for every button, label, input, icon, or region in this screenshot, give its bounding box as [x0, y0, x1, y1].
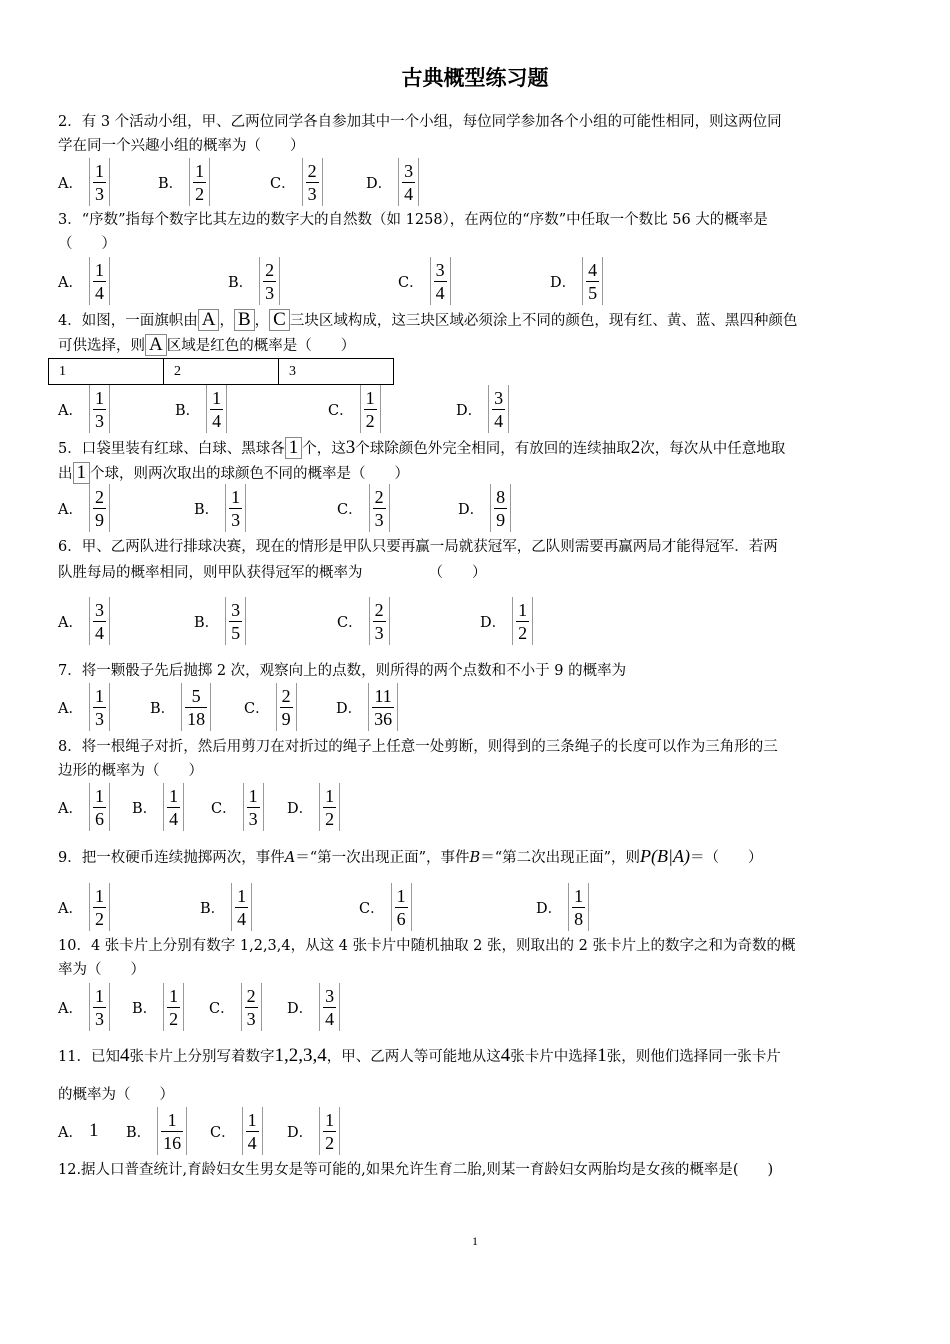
q9-option-b[interactable]: B． $\frac{1}{4}$ [200, 882, 252, 932]
q4-option-b[interactable]: B． $\frac{1}{4}$ [175, 384, 227, 434]
fraction: $\frac{2}{3}$ [241, 983, 262, 1031]
q11-option-a[interactable]: A． 1 [58, 1120, 99, 1141]
q5-text-line2: 出 1 个球，则两次取出的球颜色不同的概率是（ ） [58, 462, 409, 483]
region-c-label: C [269, 309, 290, 331]
fraction: $\frac{1}{8}$ [568, 883, 589, 931]
q4-option-d[interactable]: D． $\frac{3}{4}$ [456, 384, 509, 434]
fraction: $\frac{1}{4}$ [231, 883, 252, 931]
fraction: $\frac{1}{2}$ [512, 597, 533, 645]
fraction: $\frac{1}{3}$ [243, 783, 264, 831]
fraction: $\frac{1}{2}$ [189, 158, 210, 206]
q9-option-a[interactable]: A． $\frac{1}{2}$ [58, 882, 110, 932]
conditional-probability-expr: P(B|A) [640, 846, 690, 866]
fraction: $\frac{1}{2}$ [163, 983, 184, 1031]
region-b-label: B [234, 309, 255, 331]
q8-option-c[interactable]: C． $\frac{1}{3}$ [211, 782, 264, 832]
fraction: $\frac{1}{2}$ [89, 883, 110, 931]
q4-text-line2: 可供选择，则 A 区域是红色的概率是（ ） [58, 334, 356, 355]
q2-option-a[interactable]: A． $\frac{1}{3}$ [58, 157, 110, 207]
q8-option-d[interactable]: D． $\frac{1}{2}$ [287, 782, 340, 832]
q10-option-b[interactable]: B． $\frac{1}{2}$ [132, 982, 184, 1032]
fraction: $\frac{8}{9}$ [490, 484, 511, 532]
fraction: $\frac{3}{5}$ [225, 597, 246, 645]
fraction: $\frac{1}{4}$ [206, 385, 227, 433]
q3-text-line2: （ ） [58, 236, 116, 252]
q6-option-a[interactable]: A． $\frac{3}{4}$ [58, 596, 110, 646]
q12-text-line1: 12.据人口普查统计,育龄妇女生男女是等可能的,如果允许生育二胎,则某一育龄妇女两胎均是女孩的概率是( ) [58, 1162, 774, 1178]
fraction: $\frac{1}{4}$ [242, 1107, 263, 1155]
q9-text-line1: 9．把一枚硬币连续抛掷两次，事件A＝“第一次出现正面”，事件B＝“第二次出现正面”，则P(B|A)＝（ ） [58, 846, 763, 866]
flag-region-3: 3 [289, 364, 296, 379]
q6-option-b[interactable]: B． $\frac{3}{5}$ [194, 596, 246, 646]
q6-option-d[interactable]: D． $\frac{1}{2}$ [480, 596, 533, 646]
q8-text-line1: 8．将一根绳子对折，然后用剪刀在对折过的绳子上任意一处剪断，则得到的三条绳子的长度可以作为三角形的三 [58, 739, 778, 755]
q7-option-c[interactable]: C． $\frac{2}{9}$ [244, 682, 297, 732]
fraction: $\frac{1}{2}$ [319, 783, 340, 831]
q5-option-a[interactable]: A． $\frac{2}{9}$ [58, 483, 110, 533]
fraction: $\frac{4}{5}$ [582, 257, 603, 305]
q11-text-line1: 11．已知4张卡片上分别写着数字1,2,3,4，甲、乙两人等可能地从这4张卡片中选择1张，则他们选择同一张卡片 [58, 1045, 781, 1066]
fraction: $\frac{1}{4}$ [89, 257, 110, 305]
fraction: $\frac{1}{3}$ [89, 983, 110, 1031]
fraction: $\frac{2}{3}$ [369, 597, 390, 645]
q8-option-a[interactable]: A． $\frac{1}{6}$ [58, 782, 110, 832]
region-a-label: A [198, 309, 220, 331]
fraction: $\frac{1}{3}$ [89, 158, 110, 206]
q2-text-line1: 2．有 3 个活动小组，甲、乙两位同学各自参加其中一个小组，每位同学参加各个小组的可能性相同，则这两位同 [58, 114, 782, 130]
q11-option-b[interactable]: B． $\frac{1}{16}$ [126, 1106, 187, 1156]
region-a-label: A [145, 334, 167, 356]
q5-option-c[interactable]: C． $\frac{2}{3}$ [337, 483, 390, 533]
q11-text-line2: 的概率为（ ） [58, 1087, 174, 1103]
fraction: $\frac{2}{9}$ [276, 683, 297, 731]
fraction: $\frac{1}{4}$ [163, 783, 184, 831]
q6-text-line2: 队胜每局的概率相同，则甲队获得冠军的概率为 （ ） [58, 565, 487, 581]
q3-text-line1: 3．“序数”指每个数字比其左边的数字大的自然数（如 1258），在两位的“序数”中任取一个数比 56 大的概率是 [58, 212, 768, 228]
fraction: $\frac{1}{2}$ [319, 1107, 340, 1155]
q10-option-c[interactable]: C． $\frac{2}{3}$ [209, 982, 262, 1032]
q3-option-c[interactable]: C． $\frac{3}{4}$ [398, 256, 451, 306]
fraction: $\frac{2}{9}$ [89, 484, 110, 532]
q6-text-line1: 6．甲、乙两队进行排球决赛，现在的情形是甲队只要再赢一局就获冠军，乙队则需要再赢两局才能得冠军．若两 [58, 539, 778, 555]
fraction: $\frac{11}{36}$ [368, 683, 398, 731]
q7-text-line1: 7．将一颗骰子先后抛掷 2 次，观察向上的点数，则所得的两个点数和不小于 9 的概率为 [58, 663, 627, 679]
fraction: $\frac{2}{3}$ [259, 257, 280, 305]
q5-option-b[interactable]: B． $\frac{1}{3}$ [194, 483, 246, 533]
q9-option-c[interactable]: C． $\frac{1}{6}$ [359, 882, 412, 932]
flag-region-2: 2 [164, 359, 279, 384]
fraction: $\frac{1}{6}$ [89, 783, 110, 831]
page-number: 1 [472, 1234, 478, 1248]
fraction: $\frac{1}{16}$ [157, 1107, 187, 1155]
flag-diagram [48, 358, 394, 385]
q4-text-line1: 4．如图，一面旗帜由 A ， B ， C 三块区域构成，这三块区域必须涂上不同的颜色，现有红、黄、蓝、黑四种颜色 [58, 309, 798, 330]
fraction: $\frac{1}{6}$ [391, 883, 412, 931]
q10-option-d[interactable]: D． $\frac{3}{4}$ [287, 982, 340, 1032]
q10-text-line2: 率为（ ） [58, 962, 145, 978]
q8-option-b[interactable]: B． $\frac{1}{4}$ [132, 782, 184, 832]
q11-option-d[interactable]: D． $\frac{1}{2}$ [287, 1106, 340, 1156]
q5-text-line1: 5．口袋里装有红球、白球、黑球各 1 个，这3个球除颜色外完全相同，有放回的连续抽取2次，每次从中任意地取 [58, 437, 786, 458]
q2-text-line2: 学在同一个兴趣小组的概率为（ ） [58, 138, 305, 154]
q5-option-d[interactable]: D． $\frac{8}{9}$ [458, 483, 511, 533]
fraction: $\frac{1}{3}$ [89, 385, 110, 433]
q2-option-c[interactable]: C． $\frac{2}{3}$ [270, 157, 323, 207]
q3-option-d[interactable]: D． $\frac{4}{5}$ [550, 256, 603, 306]
q3-option-b[interactable]: B． $\frac{2}{3}$ [228, 256, 280, 306]
q4-option-c[interactable]: C． $\frac{1}{2}$ [328, 384, 381, 434]
q9-option-d[interactable]: D． $\frac{1}{8}$ [536, 882, 589, 932]
fraction: $\frac{1}{3}$ [225, 484, 246, 532]
fraction: $\frac{3}{4}$ [319, 983, 340, 1031]
q8-text-line2: 边形的概率为（ ） [58, 763, 203, 779]
fraction: $\frac{3}{4}$ [430, 257, 451, 305]
q10-option-a[interactable]: A． $\frac{1}{3}$ [58, 982, 110, 1032]
fraction: $\frac{3}{4}$ [488, 385, 509, 433]
fraction: $\frac{1}{3}$ [89, 683, 110, 731]
page-title: 古典概型练习题 [401, 66, 549, 90]
fraction: $\frac{2}{3}$ [302, 158, 323, 206]
q2-option-d[interactable]: D． $\frac{3}{4}$ [366, 157, 419, 207]
fraction: $\frac{2}{3}$ [369, 484, 390, 532]
q10-text-line1: 10．4 张卡片上分别有数字 1,2,3,4，从这 4 张卡片中随机抽取 2 张，则取出的 2 张卡片上的数字之和为奇数的概 [58, 938, 796, 954]
flag-region-1: 1 [49, 359, 164, 384]
q7-option-d[interactable]: D． $\frac{11}{36}$ [336, 682, 398, 732]
q2-option-b[interactable]: B． $\frac{1}{2}$ [158, 157, 210, 207]
fraction: $\frac{1}{2}$ [360, 385, 381, 433]
fraction: $\frac{3}{4}$ [398, 158, 419, 206]
q11-option-c[interactable]: C． $\frac{1}{4}$ [210, 1106, 263, 1156]
fraction: $\frac{3}{4}$ [89, 597, 110, 645]
q4-option-a[interactable]: A． $\frac{1}{3}$ [58, 384, 110, 434]
q7-option-a[interactable]: A． $\frac{1}{3}$ [58, 682, 110, 732]
fraction: $\frac{5}{18}$ [181, 683, 211, 731]
q7-option-b[interactable]: B． $\frac{5}{18}$ [150, 682, 211, 732]
q6-option-c[interactable]: C． $\frac{2}{3}$ [337, 596, 390, 646]
q3-option-a[interactable]: A． $\frac{1}{4}$ [58, 256, 110, 306]
